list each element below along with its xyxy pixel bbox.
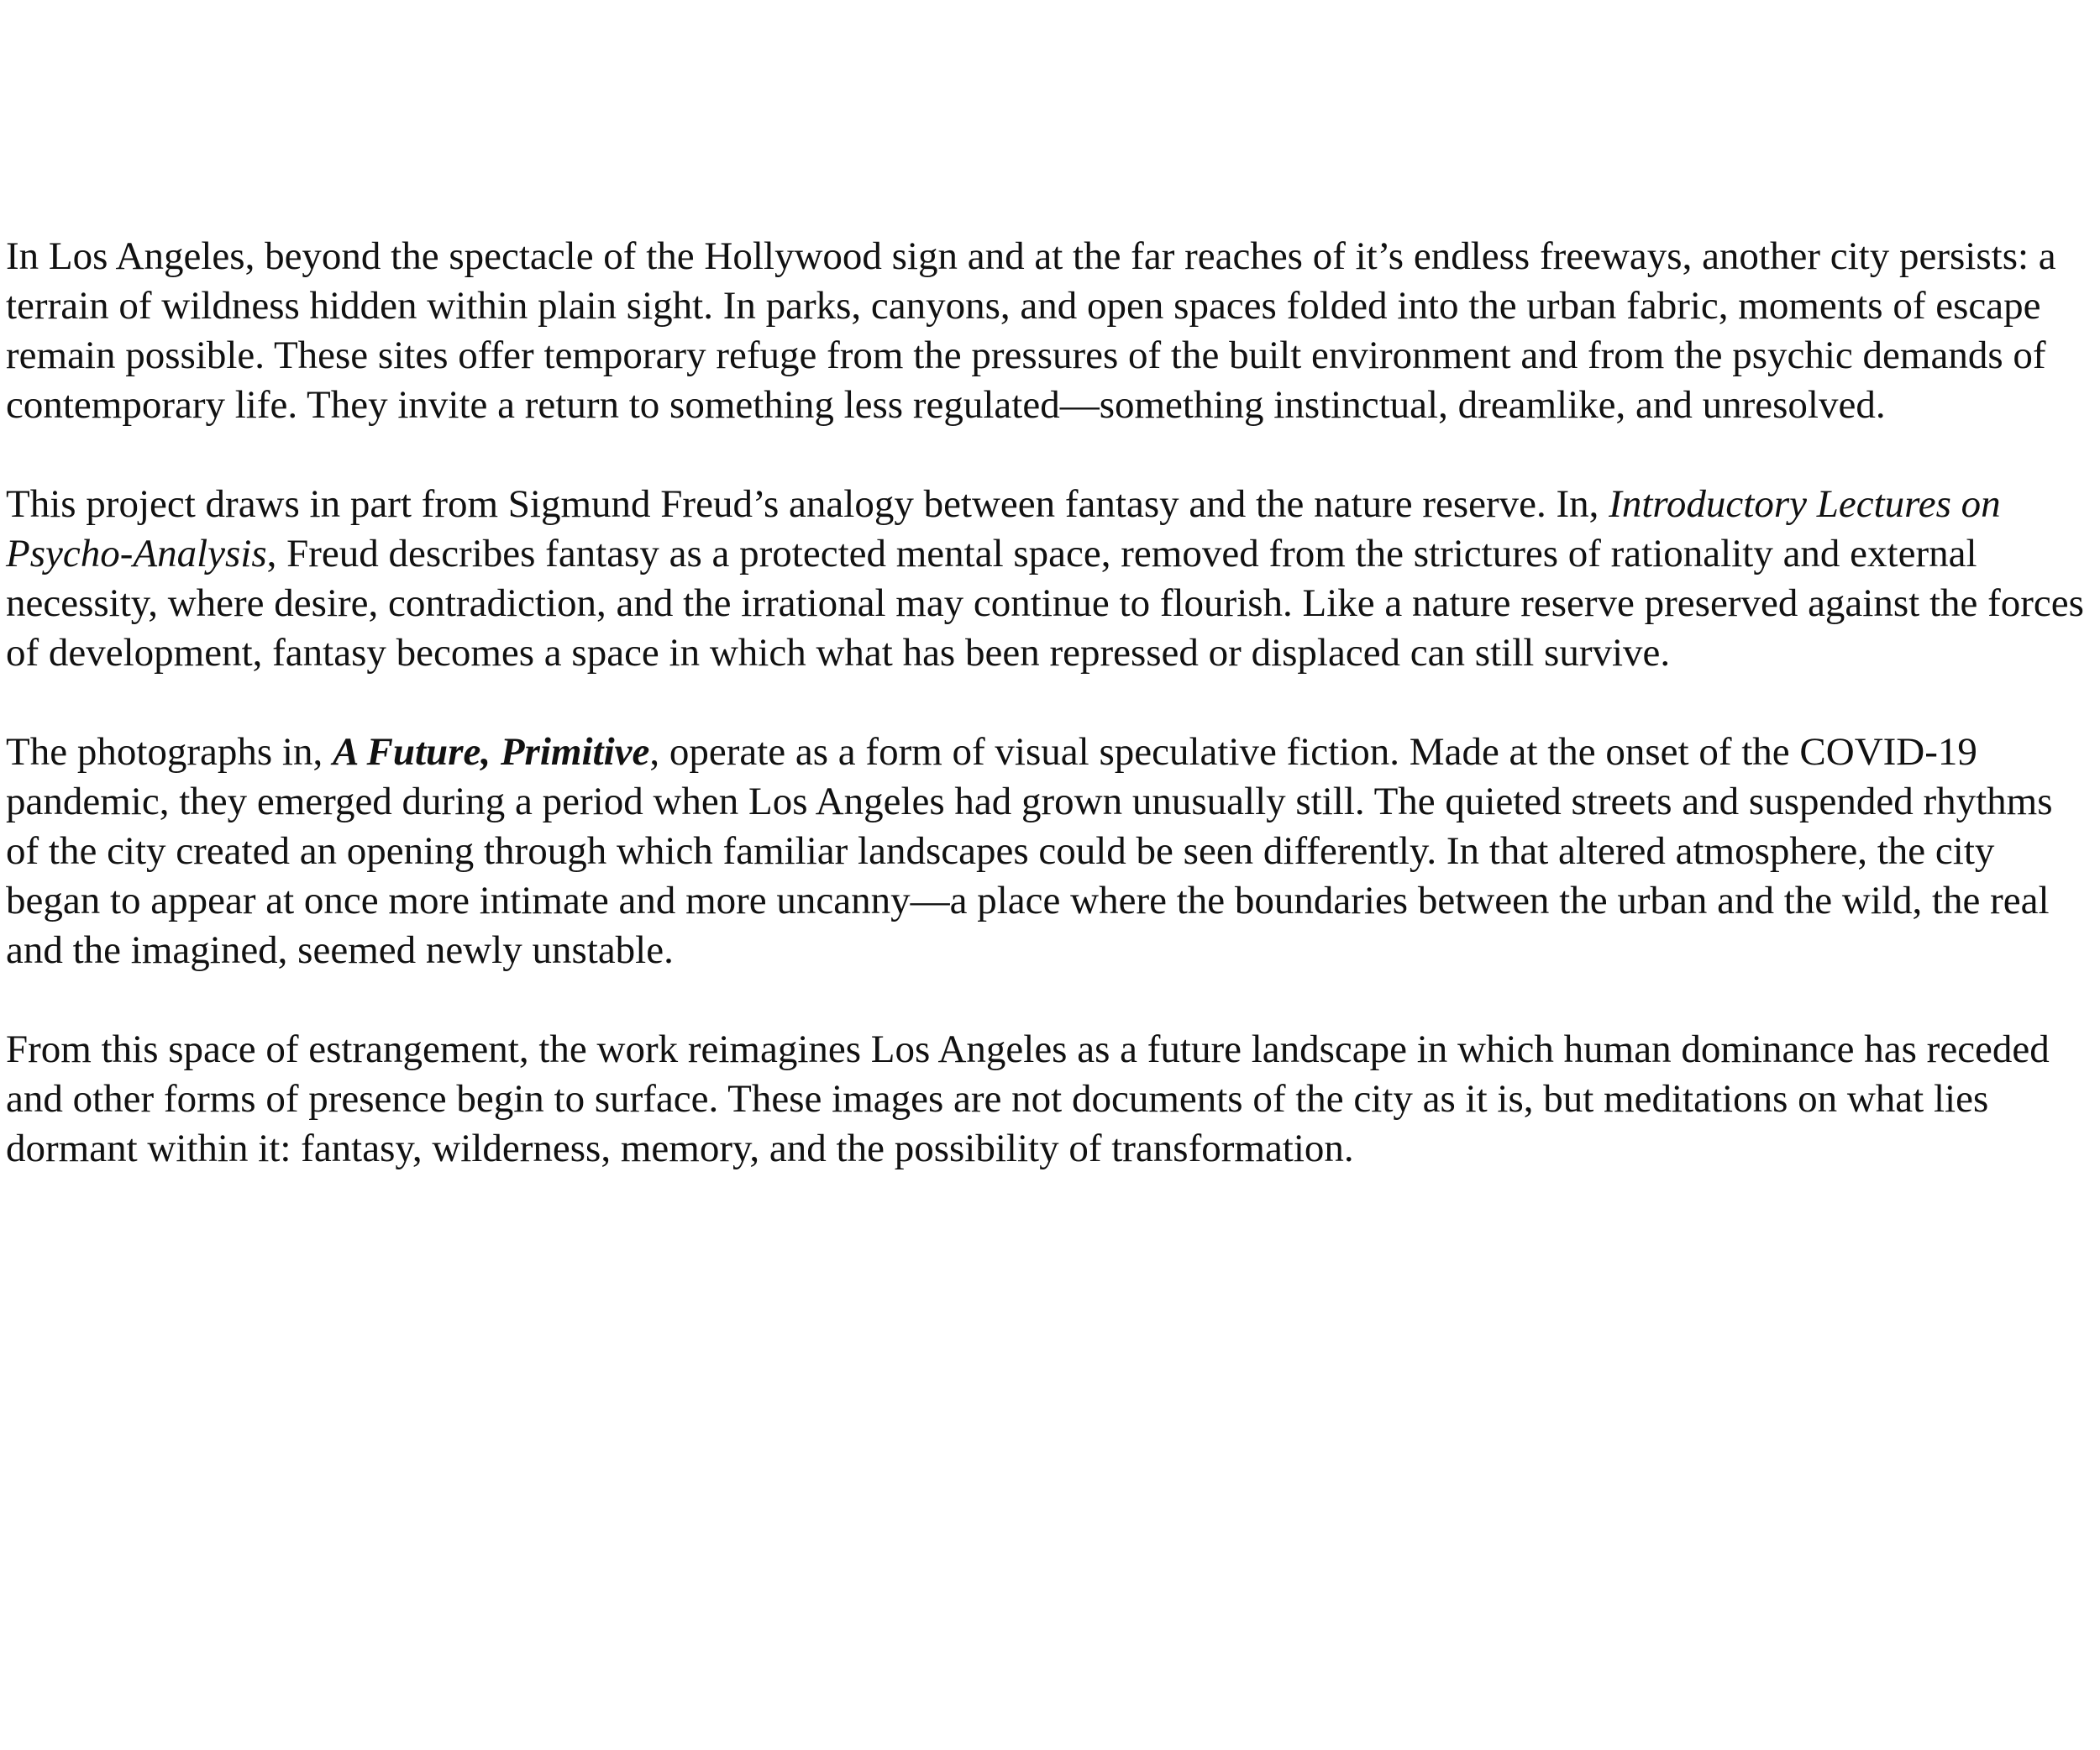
paragraph-freud-text-before: This project draws in part from Sigmund Freud’s analogy between fantasy and the nature reserve. In, <box>6 482 1609 526</box>
paragraph-photographs-text-after: , operate as a form of visual speculative fiction. Made at the onset of the COVID-19 pandemic, they emerged during a period when Los Angeles had grown unusually still. The quieted streets and suspended rhythms of the city created an opening through which familiar landscapes could be seen differently. In that altered atmosphere, the city began to appear at once more intimate and more uncanny—a place where the boundaries between the urban and the wild, the real and the imagined, seemed newly unstable. <box>6 730 2053 972</box>
paragraph-intro-text: In Los Angeles, beyond the spectacle of the Hollywood sign and at the far reaches of it’s endless freeways, another city persists: a terrain of wildness hidden within plain sight. In parks, canyons, and open spaces folded into the urban fabric, moments of escape remain possible. These sites offer temporary refuge from the pressures of the built environment and from the psychic demands of contemporary life. They invite a return to something less regulated—something instinctual, dreamlike, and unresolved. <box>6 234 2056 427</box>
paragraph-estrangement-text: From this space of estrangement, the work reimagines Los Angeles as a future landscape in which human dominance has receded and other forms of presence begin to surface. These images are not documents of the city as it is, but meditations on what lies dormant within it: fantasy, wilderness, memory, and the possibility of transformation. <box>6 1027 2050 1170</box>
project-title-bold-italic: A Future, Primitive <box>333 730 650 774</box>
paragraph-freud-text-after: , Freud describes fantasy as a protected mental space, removed from the strictures of rationality and external necessity, where desire, contradiction, and the irrational may continue to flourish. Like a nature reserve preserved against the forces of development, fantasy becomes a space in which what has been repressed or displaced can still survive. <box>6 532 2084 675</box>
paragraph-photographs <box>6 728 2094 975</box>
book-title-italic: Introductory Lectures on Psycho-Analysis <box>6 482 2001 575</box>
paragraph-intro <box>6 232 2094 430</box>
paragraph-photographs-text-before: The photographs in, <box>6 730 333 774</box>
document-body <box>6 232 2094 1174</box>
paragraph-estrangement <box>6 1025 2094 1174</box>
paragraph-freud <box>6 480 2094 678</box>
